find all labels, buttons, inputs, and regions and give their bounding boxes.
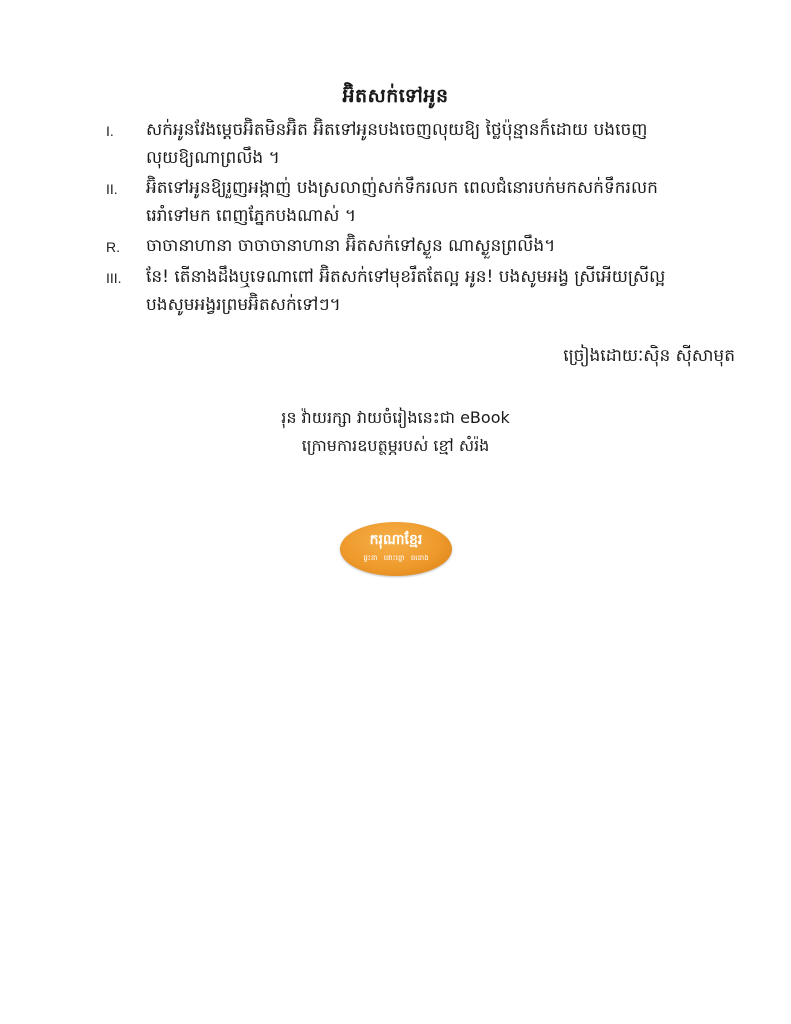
verse-2 <box>106 174 706 230</box>
logo-title: ករុណាខ្មែរ <box>369 532 423 548</box>
verse-1 <box>106 116 706 172</box>
verse-line: រេរាំទៅមក ពេញភ្នែកបងណាស់ ។ <box>146 206 357 226</box>
verse-3 <box>106 263 706 319</box>
verse-line: អ៊ិតទៅអូនឱ្យរួញអង្កាញ់ បងស្រលាញ់សក់ទឹករលក ពេលជំនោរបក់មកសក់ទឹករលក <box>146 178 658 198</box>
ebook-line-2: ក្រោមការឧបត្ថម្ភរបស់ ខ្មៅ សំរ៉ង <box>301 436 490 455</box>
ebook-line-1: រុន វ៉ាយរក្សា វាយចំរៀងនេះជា eBook <box>281 408 510 427</box>
verse-marker: I. <box>106 123 114 139</box>
refrain <box>106 232 706 261</box>
logo <box>340 522 452 576</box>
logo-sub-3: ធនោង <box>410 554 429 562</box>
verse-line: លុយឱ្យណាព្រលឹង ។ <box>146 148 280 168</box>
logo-badge <box>340 522 452 576</box>
verse-marker: III. <box>106 270 122 286</box>
verse-marker: R. <box>106 239 120 255</box>
verse-line: សក់អូនវែងម្ដេចអ៊ិតមិនអ៊ិត អ៊ិតទៅអូនបងចេញលុយឱ្យ ថ្លៃប៉ុន្មានក៏ដោយ បងចេញ <box>146 120 648 140</box>
logo-subtitle <box>340 552 452 564</box>
logo-sub-1: ផ្ទះនា <box>363 554 378 562</box>
verse-line: ចាចានាហានា ចាចាចានាហានា អ៊ិតសក់ទៅស្ងួន ណាស្ងួនព្រលឹង។ <box>146 236 556 256</box>
verse-marker: II. <box>106 181 118 197</box>
logo-sub-2: ផោះខ្នោ <box>383 554 405 562</box>
page-title: អ៊ិតសក់ទៅអូន <box>342 85 449 107</box>
verse-line: បងសូមអង្វរព្រមអ៊ិតសក់ទៅៗ។ <box>146 295 341 315</box>
lyrics-list <box>106 116 706 321</box>
verse-line: នែ! តើនាងដឹងឬទេណាពៅ អ៊ិតសក់ទៅមុខរឹតតែល្អ អូន! បងសូមអង្វ ស្រីអើយស្រីល្អ <box>146 267 666 287</box>
ebook-note <box>0 404 791 460</box>
author-credit: ច្រៀងដោយៈស៊ិន ស៊ីសាមុត <box>563 346 735 366</box>
